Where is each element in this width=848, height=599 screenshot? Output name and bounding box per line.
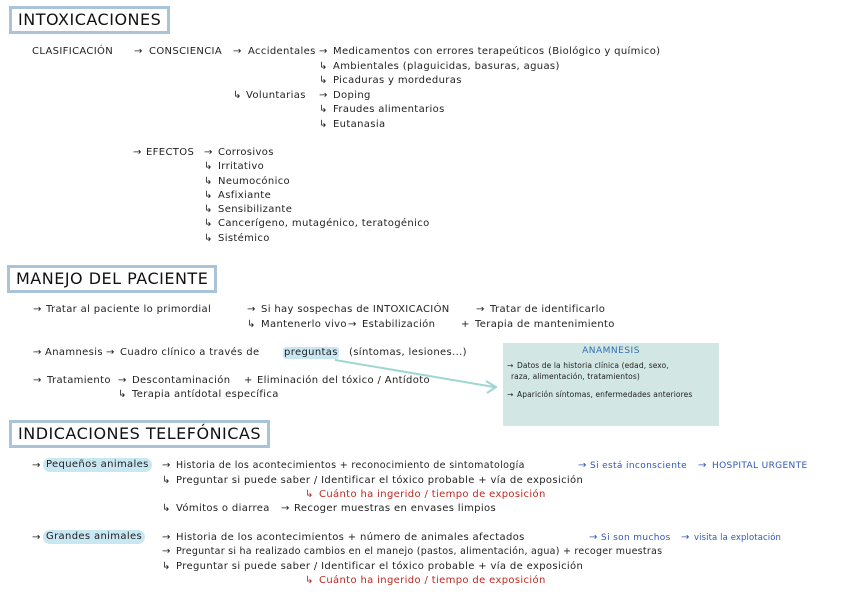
consciencia-label: CONSCIENCIA	[149, 46, 223, 57]
panel-item-continuation: raza, alimentación, tratamientos)	[511, 372, 640, 381]
arrow-icon: →	[476, 304, 485, 315]
plus-sign: +	[244, 375, 253, 386]
voluntarias-item: Eutanasia	[333, 119, 386, 130]
estabilizacion-text: Estabilización	[362, 319, 436, 330]
hospital-urgente: HOSPITAL URGENTE	[712, 461, 808, 471]
arrow-icon: →	[162, 532, 171, 543]
arrow-icon: →	[319, 46, 328, 57]
pequenos-inconsciente: Si está inconsciente	[590, 461, 688, 471]
pequenos-cuanto: Cuánto ha ingerido / tiempo de exposición	[319, 489, 546, 500]
arrow-icon: →	[134, 46, 143, 57]
arrow-icon: →	[162, 546, 171, 557]
accidentales-label: Accidentales	[248, 46, 316, 57]
arrow-icon: →	[681, 532, 690, 543]
hook-arrow-icon: ↳	[233, 90, 242, 101]
section-title-manejo: MANEJO DEL PACIENTE	[7, 265, 217, 293]
arrow-icon: →	[578, 460, 587, 471]
hook-arrow-icon: ↳	[162, 561, 171, 572]
efectos-item: Sensibilizante	[218, 204, 293, 215]
grandes-visita: visita la explotación	[694, 533, 782, 543]
efectos-label: EFECTOS	[146, 147, 195, 158]
arrow-icon: →	[162, 460, 171, 471]
arrow-icon: →	[33, 347, 42, 358]
grandes-cambios: Preguntar si ha realizado cambios en el manejo (pastos, alimentación, agua) + recoger muestras	[176, 546, 663, 557]
mantener-text: Mantenerlo vivo	[261, 319, 347, 330]
accidentales-item: Ambientales (plaguicidas, basuras, aguas)	[333, 61, 560, 72]
plus-sign: +	[461, 319, 470, 330]
arrow-icon: →	[507, 361, 514, 370]
cuadro-text: Cuadro clínico a través de	[120, 347, 260, 358]
pequenos-historia: Historia de los acontecimientos + reconocimiento de sintomatología	[176, 460, 525, 471]
accidentales-item: Medicamentos con errores terapeúticos (Biológico y químico)	[333, 46, 661, 57]
section-title-indicaciones: INDICACIONES TELEFÓNICAS	[9, 420, 270, 448]
descontaminacion-text: Descontaminación	[132, 375, 231, 386]
hook-arrow-icon: ↳	[247, 319, 256, 330]
grandes-historia: Historia de los acontecimientos + número de animales afectados	[176, 532, 525, 543]
voluntarias-item: Fraudes alimentarios	[333, 104, 445, 115]
arrow-icon: →	[233, 46, 242, 57]
arrow-icon: →	[348, 319, 357, 330]
arrow-icon: →	[247, 304, 256, 315]
arrow-icon: →	[32, 532, 41, 543]
hook-arrow-icon: ↳	[204, 190, 213, 201]
efectos-item: Cancerígeno, mutagénico, teratogénico	[218, 218, 430, 229]
panel-item: Aparición síntomas, enfermedades anteriores	[517, 390, 693, 399]
sospechas-text: Si hay sospechas de INTOXICACIÓN	[261, 304, 450, 315]
hook-arrow-icon: ↳	[162, 503, 171, 514]
pequenos-recoger: Recoger muestras en envases limpios	[294, 503, 497, 514]
grandes-animales-label: Grandes animales	[43, 530, 145, 544]
anamnesis-panel-title: ANAMNESIS	[582, 346, 640, 356]
preguntas-highlight: preguntas	[284, 347, 338, 358]
hook-arrow-icon: ↳	[204, 176, 213, 187]
hook-arrow-icon: ↳	[118, 389, 127, 400]
sintomas-text: (síntomas, lesiones...)	[349, 347, 467, 358]
efectos-item: Asfixiante	[218, 190, 272, 201]
grandes-preguntar: Preguntar si puede saber / Identificar el tóxico probable + vía de exposición	[176, 561, 584, 572]
arrow-icon: →	[33, 375, 42, 386]
arrow-icon: →	[204, 147, 213, 158]
arrow-icon: →	[319, 90, 328, 101]
accidentales-item: Picaduras y mordeduras	[333, 75, 462, 86]
anamnesis-label: Anamnesis	[45, 347, 103, 358]
arrow-icon: →	[118, 375, 127, 386]
hook-arrow-icon: ↳	[319, 104, 328, 115]
hook-arrow-icon: ↳	[319, 75, 328, 86]
hook-arrow-icon: ↳	[204, 233, 213, 244]
tratamiento-label: Tratamiento	[47, 375, 111, 386]
clasificacion-label: CLASIFICACIÓN	[32, 46, 114, 57]
pequenos-preguntar: Preguntar si puede saber / Identificar el tóxico probable + vía de exposición	[176, 475, 584, 486]
arrow-icon: →	[589, 532, 598, 543]
hook-arrow-icon: ↳	[305, 575, 314, 586]
arrow-icon: →	[106, 347, 115, 358]
eliminacion-text: Eliminación del tóxico / Antídoto	[257, 375, 430, 386]
arrow-icon: →	[507, 390, 514, 399]
grandes-muchos: Si son muchos	[601, 533, 671, 543]
section-title-intoxicaciones: INTOXICACIONES	[9, 6, 170, 34]
voluntarias-label: Voluntarias	[246, 90, 306, 101]
hook-arrow-icon: ↳	[162, 475, 171, 486]
hook-arrow-icon: ↳	[319, 119, 328, 130]
terapia-antidotal-text: Terapia antídotal específica	[132, 389, 279, 400]
anamnesis-panel	[503, 343, 719, 426]
efectos-item: Sistémico	[218, 233, 270, 244]
hook-arrow-icon: ↳	[204, 204, 213, 215]
efectos-item: Irritativo	[218, 161, 265, 172]
hook-arrow-icon: ↳	[319, 61, 328, 72]
arrow-icon: →	[32, 460, 41, 471]
voluntarias-item: Doping	[333, 90, 371, 101]
efectos-item: Neumocónico	[218, 176, 291, 187]
terapia-mantenimiento-text: Terapia de mantenimiento	[475, 319, 615, 330]
arrow-icon: →	[133, 147, 142, 158]
tratar-text: Tratar al paciente lo primordial	[46, 304, 212, 315]
arrow-icon: →	[281, 503, 290, 514]
arrow-icon: →	[698, 460, 707, 471]
identificar-text: Tratar de identificarlo	[490, 304, 606, 315]
pequenos-vomitos: Vómitos o diarrea	[176, 503, 270, 514]
arrow-icon: →	[33, 304, 42, 315]
hook-arrow-icon: ↳	[204, 161, 213, 172]
panel-item: Datos de la historia clínica (edad, sexo,	[517, 361, 669, 370]
efectos-item: Corrosivos	[218, 147, 274, 158]
hook-arrow-icon: ↳	[305, 489, 314, 500]
pequenos-animales-label: Pequeños animales	[43, 458, 152, 472]
hook-arrow-icon: ↳	[204, 218, 213, 229]
grandes-cuanto: Cuánto ha ingerido / tiempo de exposición	[319, 575, 546, 586]
